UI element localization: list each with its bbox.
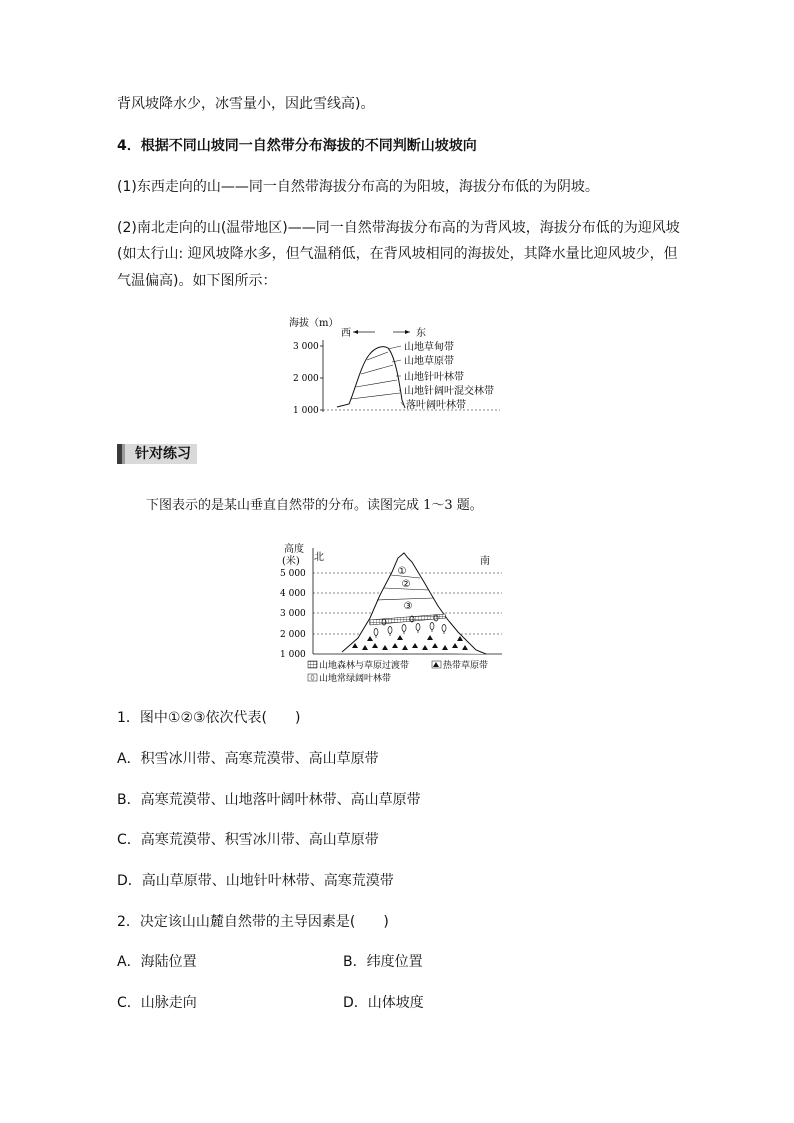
- y-axis-label: 高度: [284, 544, 304, 555]
- exercise-intro: 下图表示的是某山垂直自然带的分布。读图完成 1～3 题。: [146, 498, 483, 513]
- section-title: 针对练习: [135, 446, 191, 462]
- west-label: 西: [341, 328, 351, 339]
- legend-swatch-transition: [308, 661, 317, 668]
- option-1d: D．高山草原带、山地针叶林带、高寒荒漠带: [117, 873, 394, 889]
- legend-label: 山地常绿阔叶林带: [319, 674, 392, 684]
- y-tick-label: 2 000: [280, 630, 306, 640]
- option-2c: C．山脉走向: [117, 995, 197, 1011]
- figure-mountain-zones-1: [285, 310, 505, 422]
- mountain-outline: [337, 347, 405, 408]
- west-arrowhead: [353, 330, 358, 334]
- question-2: 2．决定该山山麓自然带的主导因素是( ): [117, 914, 389, 930]
- north-label: 北: [314, 552, 324, 563]
- heading-4: 4．根据不同山坡同一自然带分布海拔的不同判断山坡坡向: [117, 138, 477, 154]
- marker-2: ②: [401, 579, 411, 590]
- figure-mountain-zones-2: [280, 540, 510, 690]
- y-axis-label: 海拔（m）: [289, 318, 339, 329]
- zone-label: 山地草原带: [404, 356, 454, 367]
- paragraph-line: (1)东西走向的山——同一自然带海拔分布高的为阳坡，海拔分布低的为阴坡。: [117, 179, 599, 195]
- y-tick-label: 1 000: [293, 406, 319, 416]
- marker-3: ③: [403, 601, 413, 612]
- legend-label: 山地森林与草原过渡带: [319, 661, 410, 671]
- question-1: 1．图中①②③依次代表( ): [117, 710, 301, 726]
- zone-boundary: [361, 365, 393, 374]
- y-tick-label: 3 000: [293, 342, 319, 352]
- section-tag: [117, 444, 197, 464]
- east-arrowhead: [405, 330, 410, 334]
- zone-label: 山地草甸带: [404, 342, 454, 353]
- zone-label: 山地针叶林带: [404, 372, 464, 383]
- paragraph-line: (2)南北走向的山(温带地区)——同一自然带海拔分布高的为背风坡，海拔分布低的为迎风坡: [117, 220, 680, 236]
- y-tick-label: 1 000: [280, 650, 306, 660]
- paragraph-line: (如太行山: 迎风坡降水多，但气温稍低，在背风坡相同的海拔处，其降水量比迎风坡少，但: [117, 246, 678, 262]
- option-2d: D．山体坡度: [343, 995, 424, 1011]
- zone-label: 落叶阔叶林带: [406, 400, 466, 411]
- y-tick-label: 5 000: [280, 569, 306, 579]
- south-label: 南: [480, 556, 490, 567]
- paragraph-line: 背风坡降水少，冰雪量小，因此雪线高)。: [117, 96, 375, 112]
- mountain-outline: [342, 553, 486, 654]
- option-2a: A．海陆位置: [117, 954, 197, 970]
- y-axis-unit: (米): [282, 556, 300, 567]
- marker-1: ①: [397, 566, 407, 577]
- option-1b: B．高寒荒漠带、山地落叶阔叶林带、高山草原带: [117, 792, 421, 808]
- y-tick-label: 3 000: [280, 609, 306, 619]
- zone-boundary: [356, 380, 397, 387]
- option-1c: C．高寒荒漠带、积雪冰川带、高山草原带: [117, 832, 379, 848]
- option-1a: A．积雪冰川带、高寒荒漠带、高山草原带: [117, 751, 379, 767]
- legend: [308, 659, 488, 684]
- zone-boundary: [351, 393, 400, 399]
- east-label: 东: [416, 328, 426, 339]
- y-tick-label: 2 000: [293, 374, 319, 384]
- y-tick-label: 4 000: [280, 589, 306, 599]
- paragraph-line: 气温偏高)。如下图所示：: [117, 273, 277, 289]
- legend-label: 热带草原带: [443, 661, 489, 671]
- option-2b: B．纬度位置: [343, 954, 423, 970]
- zone-label: 山地针阔叶混交林带: [404, 386, 494, 397]
